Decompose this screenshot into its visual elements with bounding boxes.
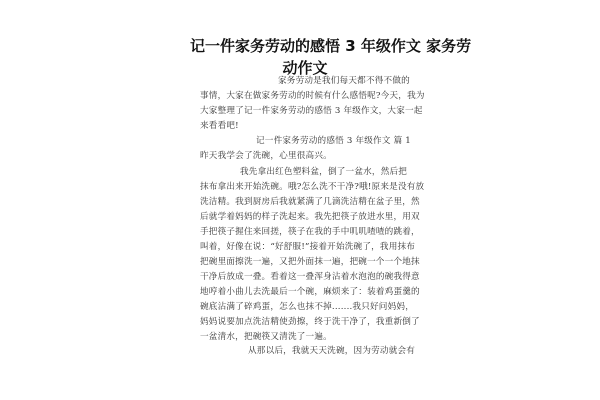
text-line: 抹布拿出来开始洗碗。哦?怎么洗不干净?哦!原来是没有放 [200, 182, 425, 192]
text-line: 洗洁精。我到厨房后我就紧满了几滴洗洁精在盆子里，然 [200, 197, 420, 207]
text-line: 地哼着小曲儿去洗最后一个碗，麻烦来了：装着鸡蛋羹的 [200, 287, 420, 297]
text-line: 家务劳动是我们每天都不得不做的 [278, 76, 410, 86]
text-line: 来看看吧! [200, 121, 239, 131]
text-line: 事情，大家在做家务劳动的时候有什么感悟呢?今天，我为 [200, 91, 425, 101]
text-line: 叫着，好像在说：“好舒服!”接着开始洗碗了，我用抹布 [200, 242, 416, 252]
text-line: 碗底沾满了碎鸡蛋，怎么也抹不掉.......我只好问妈妈， [200, 302, 414, 312]
text-line: 妈妈说要加点洗洁精使劲擦，终于洗干净了，我重新倒了 [200, 317, 420, 327]
closing-paragraph [200, 344, 416, 359]
title-line: 记一件家务劳动的感悟 3 年级作文 家务劳 [190, 37, 472, 55]
text-line: 从那以后，我就天天洗碗，因为劳动就会有 [248, 346, 416, 356]
text-line: 干净后放成一叠。看着这一叠浑身沾着水泡泡的碗我得意 [200, 272, 420, 282]
section-title: 记一件家务劳动的感悟 3 年级作文 篇 1 [256, 136, 411, 146]
text-line: 大家整理了记一件家务劳动的感悟 3 年级作文，大家一起 [200, 106, 423, 116]
text-line: 昨天我学会了洗碗，心里很高兴。 [200, 151, 332, 161]
text-line: 把碗里面擦洗一遍，又把外面抹一遍，把碗一个一个地抹 [200, 257, 420, 267]
document-title [190, 35, 472, 79]
intro-paragraph [200, 74, 425, 134]
text-line: 一盆清水，把碗筷又清洗了一遍。 [200, 332, 332, 342]
body-paragraph [200, 165, 425, 345]
text-line: 后就学着妈妈的样子洗起来。我先把筷子放进水里，用双 [200, 212, 420, 222]
section-heading [200, 134, 410, 164]
title-line: 动作文 [282, 59, 328, 77]
text-line: 手把筷子握住来回搓，筷子在我的手中叽叽喳喳的跳着， [200, 227, 420, 237]
text-line: 我先拿出红色塑料盆，倒了一盆水，然后把 [240, 167, 408, 177]
